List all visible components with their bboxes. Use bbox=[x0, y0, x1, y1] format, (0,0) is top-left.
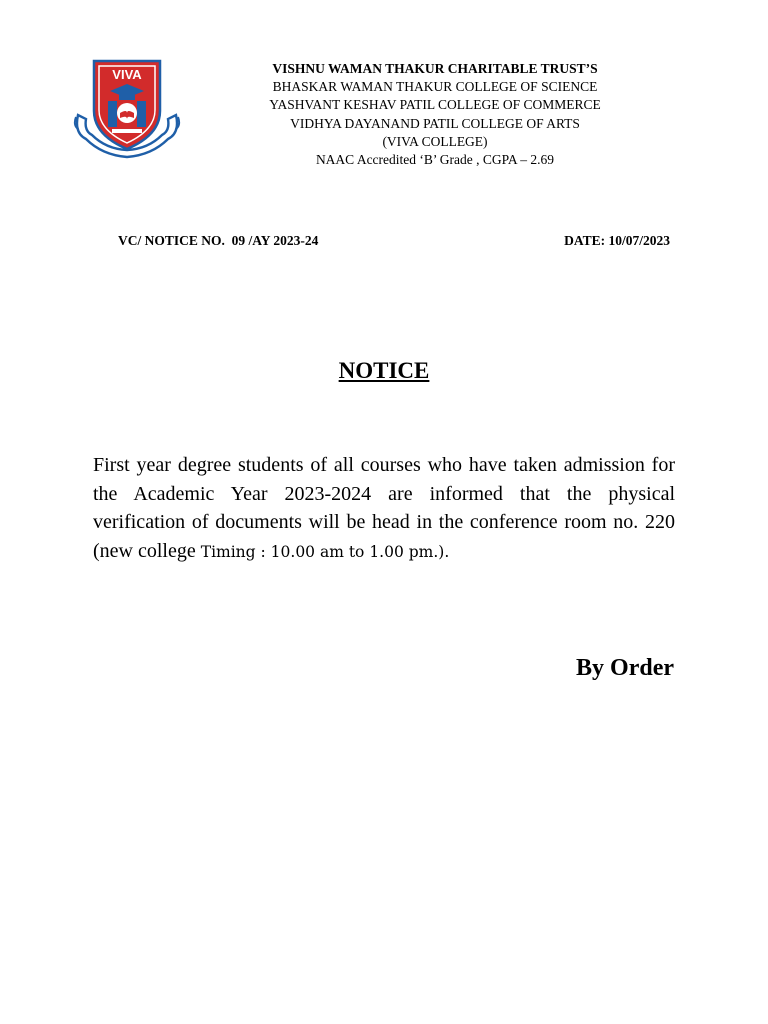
notice-title: NOTICE bbox=[338, 358, 430, 383]
notice-body-main: First year degree students of all courses who have taken admission for the Academic Year 2023-2024 are informed that the physical verification of documents will be head in the conference room no. 220 (new college bbox=[93, 454, 675, 563]
notice-body-timing: Timing : 10.00 am to 1.00 pm.). bbox=[200, 543, 450, 562]
notice-body bbox=[93, 451, 675, 567]
notice-date: DATE: 10/07/2023 bbox=[564, 233, 670, 248]
college-short-name: (VIVA COLLEGE) bbox=[382, 133, 488, 149]
accreditation-line: NAAC Accredited ‘B’ Grade , CGPA – 2.69 bbox=[315, 152, 555, 168]
logo-text: VIVA bbox=[112, 67, 142, 82]
trust-name: VISHNU WAMAN THAKUR CHARITABLE TRUST’S bbox=[272, 61, 598, 76]
college-arts-name: VIDHYA DAYANAND PATIL COLLEGE OF ARTS bbox=[290, 115, 580, 131]
college-commerce-name: YASHVANT KESHAV PATIL COLLEGE OF COMMERCE bbox=[269, 97, 601, 113]
letterhead bbox=[200, 60, 670, 169]
college-logo bbox=[72, 55, 182, 165]
signature-by-order: By Order bbox=[576, 655, 674, 681]
college-science-name: BHASKAR WAMAN THAKUR COLLEGE OF SCIENCE bbox=[272, 79, 598, 95]
notice-number: VC/ NOTICE NO. 09 /AY 2023-24 bbox=[118, 233, 319, 248]
